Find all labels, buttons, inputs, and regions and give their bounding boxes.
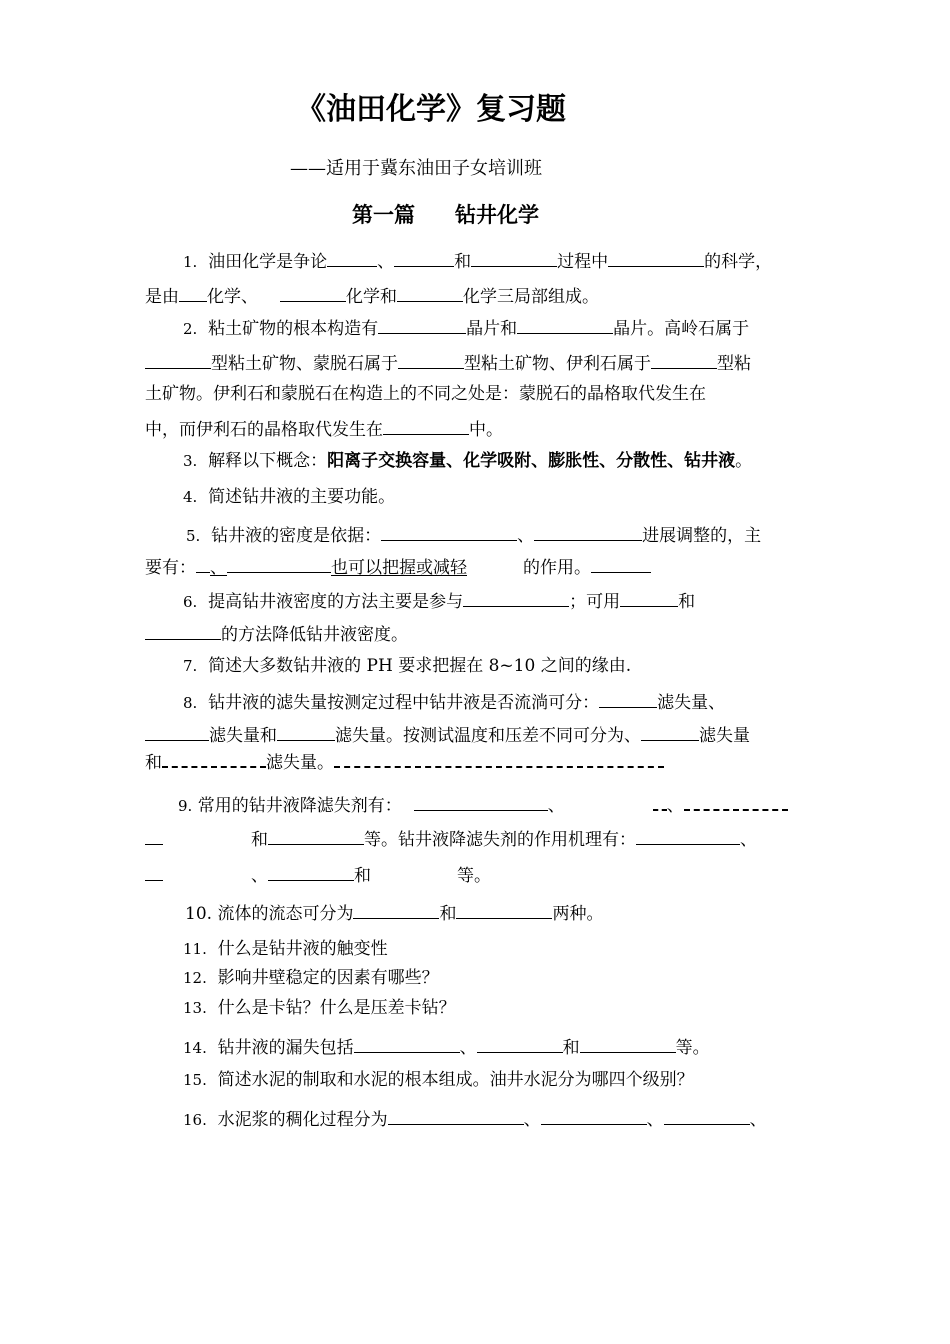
answer-blank — [381, 522, 517, 541]
question-2-line-2 — [145, 350, 751, 375]
answer-blank — [641, 722, 699, 741]
question-6-line-2 — [145, 621, 408, 646]
question-15 — [183, 1069, 694, 1091]
document-title: 《油田化学》复习题 — [296, 92, 566, 127]
question-text: 滤失量、 — [657, 693, 726, 713]
answer-blank — [354, 1034, 460, 1053]
question-text: 常用的钻井液降滤失剂有： — [197, 796, 402, 816]
question-number: 16. — [183, 1111, 207, 1129]
question-text: 和 — [562, 1038, 580, 1058]
question-8-line-1 — [183, 689, 725, 714]
question-text: 解释以下概念： — [208, 451, 328, 471]
question-text: 简述大多数钻井液的 PH 要求把握在 8~10 之间的缘由. — [208, 656, 632, 676]
question-6-line-1 — [183, 588, 695, 613]
question-8-line-3 — [145, 752, 664, 774]
question-8-line-2 — [145, 722, 750, 747]
question-text: 和 — [145, 753, 162, 773]
question-7 — [183, 655, 631, 677]
question-text: 等。 — [675, 1038, 710, 1058]
answer-blank — [227, 554, 331, 573]
question-text: 晶片和 — [466, 319, 518, 339]
question-1-line-2 — [145, 283, 599, 308]
question-text: 型粘土矿物、伊利石属于 — [464, 354, 651, 374]
answer-blank — [145, 621, 221, 640]
question-number: 14. — [183, 1039, 207, 1057]
question-number: 15. — [183, 1071, 207, 1089]
answer-blank — [541, 1106, 647, 1125]
question-14 — [183, 1034, 710, 1059]
question-2-line-3 — [145, 383, 706, 405]
question-text: 滤失量 — [699, 726, 750, 746]
answer-blank — [327, 248, 377, 267]
question-text: 和 — [678, 592, 696, 612]
answer-blank — [684, 795, 788, 811]
answer-blank — [477, 1034, 563, 1053]
question-number: 12. — [183, 969, 207, 987]
question-text: 的作用。 — [523, 558, 591, 578]
document-subtitle: ——适用于冀东油田子女培训班 — [290, 158, 542, 179]
question-9-line-2 — [145, 826, 757, 851]
question-16 — [183, 1106, 767, 1131]
question-number: 13. — [183, 999, 207, 1017]
question-number: 10. — [185, 904, 213, 924]
question-text: 中，而伊利石的晶格取代发生在 — [145, 420, 383, 440]
answer-blank — [280, 283, 346, 302]
question-text: 中。 — [469, 420, 503, 440]
question-text: 油田化学是争论 — [208, 252, 328, 272]
answer-blank — [145, 826, 163, 845]
question-13 — [183, 997, 456, 1019]
question-text: 化学三局部组成。 — [463, 287, 599, 307]
question-5-line-1 — [186, 522, 761, 547]
question-number: 5. — [186, 527, 201, 545]
question-text: 水泥浆的稠化过程分为 — [217, 1110, 388, 1130]
question-text: 化学、 — [207, 287, 258, 307]
answer-blank — [277, 722, 335, 741]
question-text: 、 — [666, 796, 684, 816]
question-bold-terms: 阳离子交换容量、化学吸附、膨胀性、分散性、钻井液 — [327, 451, 736, 471]
question-number: 6. — [183, 593, 198, 611]
question-text: 粘土矿物的根本构造有 — [208, 319, 379, 339]
question-text: 、 — [377, 252, 395, 272]
answer-blank — [145, 722, 209, 741]
answer-blank — [334, 752, 664, 768]
question-number: 1. — [183, 253, 198, 271]
question-text: 钻井液的漏失包括 — [217, 1038, 354, 1058]
question-text: 型粘 — [717, 354, 751, 374]
answer-blank — [378, 315, 466, 334]
question-4 — [183, 486, 395, 508]
question-10 — [185, 900, 603, 925]
question-text: 提高钻井液密度的方法主要是参与 — [208, 592, 464, 612]
question-text: 滤失量。按测试温度和压差不同可分为、 — [335, 726, 641, 746]
question-text: 两种。 — [552, 904, 604, 924]
answer-blank — [599, 689, 657, 708]
question-number: 4. — [183, 488, 198, 506]
question-text: 、 — [749, 1110, 767, 1130]
answer-blank — [383, 416, 469, 435]
question-text: 、 — [210, 558, 227, 578]
question-text: 等。 — [457, 866, 491, 886]
question-number: 2. — [183, 320, 198, 338]
answer-blank — [196, 554, 210, 573]
question-text: 和 — [251, 830, 268, 850]
question-text: 。 — [735, 451, 753, 471]
question-2-line-4 — [145, 416, 503, 441]
question-text: 流体的流态可分为 — [217, 904, 354, 924]
question-text: 和 — [454, 252, 472, 272]
question-text: 、 — [740, 830, 757, 850]
question-text: 要有： — [145, 558, 196, 578]
question-text: 什么是钻井液的触变性 — [217, 939, 388, 959]
question-text: 钻井液的滤失量按测定过程中钻井液是否流淌可分： — [208, 693, 600, 713]
answer-blank — [471, 248, 557, 267]
answer-blank — [463, 588, 569, 607]
answer-blank — [394, 248, 454, 267]
answer-blank — [608, 248, 704, 267]
answer-blank — [664, 1106, 750, 1125]
question-2-line-1 — [183, 315, 749, 340]
question-text: 、 — [547, 796, 565, 816]
question-text: 和 — [439, 904, 457, 924]
question-text: 、 — [251, 866, 268, 886]
answer-blank — [268, 862, 354, 881]
answer-blank — [145, 862, 163, 881]
answer-blank — [398, 350, 464, 369]
section-name: 钻井化学 — [455, 203, 539, 227]
question-5-line-2 — [145, 554, 651, 579]
answer-blank — [179, 283, 207, 302]
question-text: 晶片。高岭石属于 — [613, 319, 750, 339]
question-number: 8. — [183, 694, 198, 712]
question-text: 化学和 — [346, 287, 397, 307]
question-text: 也可以把握或减轻 — [331, 558, 467, 578]
question-text: 过程中 — [557, 252, 609, 272]
question-text: 钻井液的密度是依据： — [211, 526, 382, 546]
question-text: 、 — [523, 1110, 541, 1130]
section-label: 第一篇 — [352, 203, 415, 227]
question-text: ；可用 — [569, 592, 621, 612]
answer-blank — [517, 315, 613, 334]
answer-blank — [397, 283, 463, 302]
question-text: 等。钻井液降滤失剂的作用机理有： — [364, 830, 636, 850]
answer-blank — [268, 826, 364, 845]
question-number: 11. — [183, 940, 207, 958]
question-text: 影响井壁稳定的因素有哪些？ — [217, 968, 439, 988]
section-heading — [352, 202, 539, 228]
question-9-line-3 — [145, 862, 491, 887]
answer-blank — [591, 554, 651, 573]
answer-blank — [353, 900, 439, 919]
answer-blank — [636, 826, 740, 845]
question-text: 什么是卡钻？什么是压差卡钻？ — [217, 998, 456, 1018]
answer-blank — [580, 1034, 676, 1053]
question-text: 土矿物。伊利石和蒙脱石在构造上的不同之处是：蒙脱石的晶格取代发生在 — [145, 384, 706, 404]
question-text: 、 — [459, 1038, 477, 1058]
question-number: 7. — [183, 657, 198, 675]
question-3 — [183, 450, 752, 472]
answer-blank — [534, 522, 642, 541]
question-number: 3. — [183, 452, 198, 470]
answer-blank — [414, 792, 548, 811]
question-9-line-1 — [178, 792, 788, 817]
answer-blank — [162, 752, 266, 768]
question-text: 滤失量。 — [266, 753, 334, 773]
question-text: 和 — [354, 866, 371, 886]
question-text: 进展调整的，主 — [642, 526, 762, 546]
question-1-line-1 — [183, 248, 772, 273]
question-text: 滤失量和 — [209, 726, 277, 746]
question-text: 型粘土矿物、蒙脱石属于 — [211, 354, 398, 374]
answer-blank — [388, 1106, 524, 1125]
question-text: 、 — [517, 526, 535, 546]
question-12 — [183, 967, 439, 989]
question-text: 简述水泥的制取和水泥的根本组成。油井水泥分为哪四个级别？ — [217, 1070, 694, 1090]
question-text: 是由 — [145, 287, 179, 307]
answer-blank — [456, 900, 552, 919]
question-text: 的科学， — [704, 252, 773, 272]
answer-blank — [651, 350, 717, 369]
question-text: 的方法降低钻井液密度。 — [221, 625, 408, 645]
question-number: 9. — [178, 797, 193, 815]
answer-blank — [620, 588, 678, 607]
answer-blank — [145, 350, 211, 369]
question-text: 简述钻井液的主要功能。 — [208, 487, 396, 507]
question-text: 、 — [646, 1110, 664, 1130]
question-11 — [183, 938, 388, 960]
answer-blank — [653, 795, 667, 811]
